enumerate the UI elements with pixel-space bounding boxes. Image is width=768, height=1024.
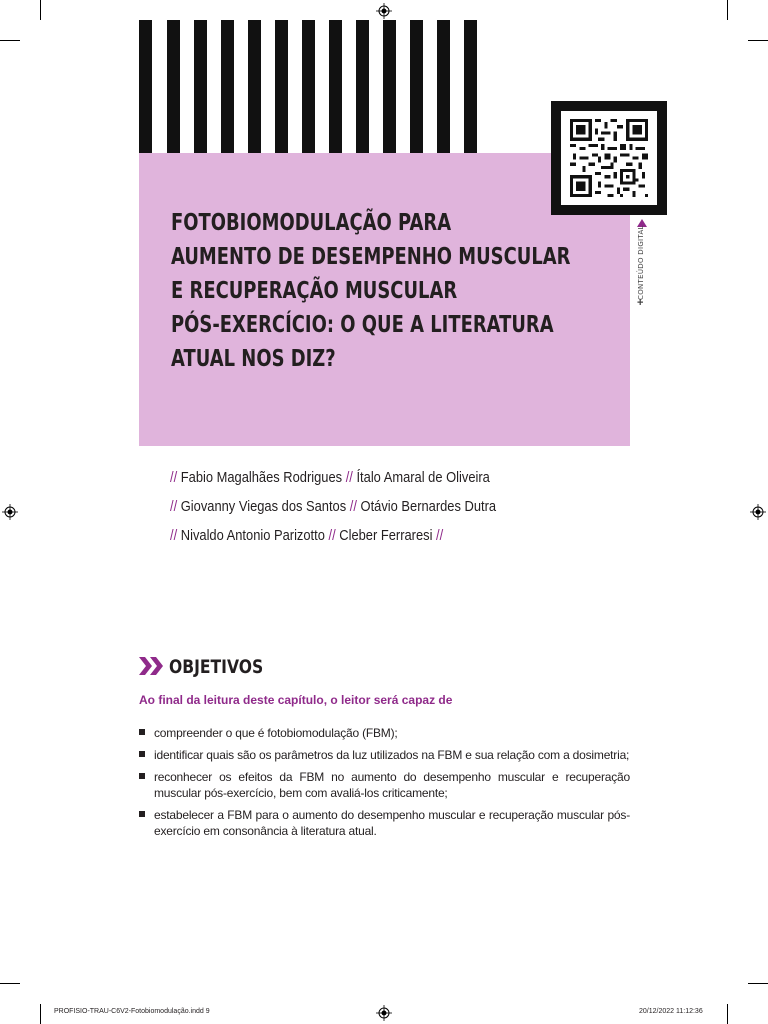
author-line (170, 523, 496, 552)
list-item-text: estabelecer a FBM para o aumento do desempenho muscular e recuperação muscular pós-exercício em consonância à literatura atual. (154, 808, 630, 838)
author-separator: // (345, 469, 353, 486)
list-item-text: identificar quais são os parâmetros da luz utilizados na FBM e sua relação com a dosimetria; (154, 748, 630, 762)
square-bullet-icon (139, 811, 145, 817)
registration-mark-icon (376, 1005, 392, 1021)
author-separator: // (328, 527, 336, 544)
file-slug: PROFISIO-TRAU-C6V2-Fotobiomodulação.indd 9 (54, 1008, 210, 1015)
author-name: Fabio Magalhães Rodrigues (180, 469, 343, 486)
author-separator: // (170, 469, 178, 486)
crop-mark (40, 1004, 41, 1024)
crop-mark (40, 0, 41, 20)
crop-mark (727, 1004, 728, 1024)
author-separator: // (349, 498, 357, 515)
registration-mark-icon (2, 504, 18, 520)
registration-mark-icon (750, 504, 766, 520)
crop-mark (727, 0, 728, 20)
square-bullet-icon (139, 729, 145, 735)
list-item-text: compreender o que é fotobiomodulação (FBM); (154, 726, 398, 740)
list-item (139, 807, 630, 839)
author-name: Cleber Ferraresi (339, 527, 433, 544)
registration-mark-icon (376, 3, 392, 19)
author-name: Otávio Bernardes Dutra (360, 498, 497, 515)
list-item (139, 747, 630, 763)
timestamp: 20/12/2022 11:12:36 (639, 1008, 703, 1015)
title-line: ATUAL NOS DIZ? (171, 346, 336, 372)
author-separator: // (436, 527, 444, 544)
title-line: AUMENTO DE DESEMPENHO MUSCULAR (171, 244, 571, 270)
list-item-text: reconhecer os efeitos da FBM no aumento do desempenho muscular e recuperação muscular pós-exercício, bem com avaliá-los criticamente; (154, 770, 630, 800)
author-line (170, 465, 496, 494)
author-line (170, 494, 496, 523)
decorative-stripes (139, 20, 479, 153)
digital-content-label: CONTEÚDO DIGITAL (637, 225, 645, 300)
objectives-title: OBJETIVOS (169, 656, 264, 678)
list-item (139, 725, 630, 741)
crop-mark (0, 983, 20, 984)
title-line: E RECUPERAÇÃO MUSCULAR (171, 278, 458, 304)
title-line: FOTOBIOMODULAÇÃO PARA (171, 210, 452, 236)
crop-mark (748, 40, 768, 41)
square-bullet-icon (139, 751, 145, 757)
author-list (170, 465, 549, 552)
author-name: Giovanny Viegas dos Santos (180, 498, 347, 515)
qr-code-icon[interactable] (569, 119, 649, 197)
author-name: Nivaldo Antonio Parizotto (180, 527, 325, 544)
crop-mark (748, 983, 768, 984)
author-name: Ítalo Amaral de Oliveira (356, 469, 490, 486)
plus-icon: + (637, 297, 644, 309)
author-separator: // (170, 498, 178, 515)
objectives-intro: Ao final da leitura deste capítulo, o leitor será capaz de (139, 693, 453, 707)
square-bullet-icon (139, 773, 145, 779)
double-chevron-icon (139, 657, 165, 675)
author-separator: // (170, 527, 178, 544)
crop-mark (0, 40, 20, 41)
list-item (139, 769, 630, 801)
objectives-list (139, 725, 630, 845)
qr-code-frame[interactable] (551, 101, 667, 215)
title-line: PÓS-EXERCÍCIO: O QUE A LITERATURA (171, 312, 554, 338)
chapter-title (171, 206, 639, 376)
